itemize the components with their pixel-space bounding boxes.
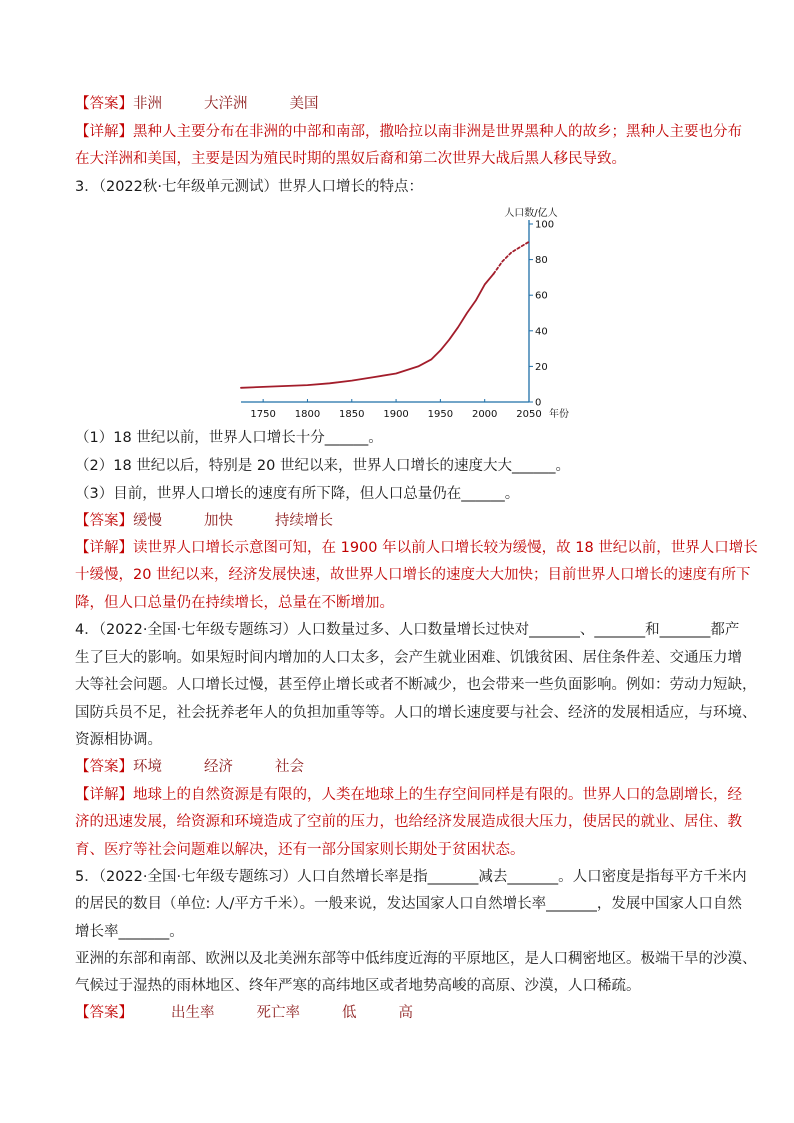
q5-line-4: 亚洲的东部和南部、欧洲以及北美洲东部等中低纬度近海的平原地区，是人口稠密地区。极端干旱的沙漠、 <box>75 951 757 967</box>
answer-tag: 【答案】 <box>75 96 133 112</box>
detail-tag: 【详解】 <box>75 787 133 803</box>
q3-sub-1: （1）18 世纪以前，世界人口增长十分______。 <box>75 430 383 446</box>
x-tick-label: 1800 <box>294 409 321 420</box>
answer-tag: 【答案】 <box>75 513 133 529</box>
y-tick-label: 80 <box>535 255 548 267</box>
q5-line-2: 的居民的数目（单位: 人/平方千米）。一般来说，发达国家人口自然增长率_______，发展中国家人口自然 <box>75 896 742 912</box>
y-tick-label: 40 <box>535 326 548 338</box>
y-tick-label: 0 <box>535 397 542 409</box>
population-history-line <box>241 274 494 388</box>
detail-text: 黑种人主要分布在非洲的中部和南部，撒哈拉以南非洲是世界黑种人的故乡；黑种人主要也分布 <box>133 124 742 140</box>
answer-2: 死亡率 <box>256 1005 300 1021</box>
y-axis-label: 人口数/亿人 <box>504 208 558 219</box>
q2-answer-line <box>75 94 319 114</box>
q3-sub-3: （3）目前，世界人口增长的速度有所下降，但人口总量仍在______。 <box>75 486 520 502</box>
x-tick-label: 1750 <box>250 409 276 420</box>
x-tick-label: 1900 <box>383 409 409 420</box>
q2-detail-line-2: 在大洋洲和美国，主要是因为殖民时期的黑奴后裔和第二次世界大战后黑人移民导致。 <box>75 151 626 167</box>
q3-detail-line-3: 降，但人口总量仍在持续增长，总量在不断增加。 <box>75 595 394 611</box>
answer-1: 出生率 <box>171 1005 215 1021</box>
q5-line-3: 增长率_______。 <box>75 924 184 940</box>
answer-1: 非洲 <box>133 96 162 112</box>
answer-3: 低 <box>342 1005 357 1021</box>
answer-3: 社会 <box>275 759 304 775</box>
answer-tag: 【答案】 <box>75 759 133 775</box>
x-tick-label: 2050 <box>516 409 542 420</box>
q4-line-1: 4．（2022·全国·七年级专题练习）人口数量过多、人口数量增长过快对_______、_______和_______都产 <box>75 622 740 638</box>
population-growth-chart <box>225 202 569 422</box>
answer-2: 加快 <box>204 513 233 529</box>
q3-answer-line <box>75 511 333 531</box>
q5-line-5: 气候过于湿热的雨林地区、终年严寒的高纬地区或者地势高峻的高原、沙漠，人口稀疏。 <box>75 978 641 994</box>
q3-detail-line-1 <box>75 538 758 558</box>
q4-line-5: 资源相协调。 <box>75 732 162 748</box>
answer-2: 大洋洲 <box>204 96 248 112</box>
q4-detail-line-3: 育、医疗等社会问题难以解决，还有一部分国家则长期处于贫困状态。 <box>75 842 525 858</box>
detail-tag: 【详解】 <box>75 540 133 556</box>
x-tick-label: 2000 <box>471 409 498 420</box>
q5-answer-line <box>75 1003 413 1023</box>
answer-3: 美国 <box>289 96 319 112</box>
y-tick-label: 60 <box>535 290 548 302</box>
q2-detail-line-1 <box>75 122 742 142</box>
detail-text: 地球上的自然资源是有限的，人类在地球上的生存空间同样是有限的。世界人口的急剧增长，经 <box>133 787 742 803</box>
q3-sub-2: （2）18 世纪以后，特别是 20 世纪以来，世界人口增长的速度大大______。 <box>75 458 570 474</box>
x-axis-label: 年份 <box>549 409 569 420</box>
chart-series <box>241 242 529 388</box>
q3-stem: 3．（2022秋·七年级单元测试）世界人口增长的特点： <box>75 179 423 195</box>
answer-tag: 【答案】 <box>75 1005 133 1021</box>
q4-line-2: 生了巨大的影响。如果短时间内增加的人口太多，会产生就业困难、饥饿贫困、居住条件差、交通压力增 <box>75 650 742 666</box>
answer-2: 经济 <box>204 759 233 775</box>
y-tick-label: 20 <box>535 361 548 373</box>
y-tick-label: 100 <box>535 219 555 231</box>
q3-detail-line-2: 十缓慢，20 世纪以来，经济发展快速，故世界人口增长的速度大大加快；目前世界人口增长的速度有所下 <box>75 567 751 583</box>
population-projection-line <box>494 242 529 274</box>
x-tick-label: 1850 <box>339 409 365 420</box>
chart-labels <box>250 206 569 420</box>
q4-answer-line <box>75 757 304 777</box>
q4-detail-line-1 <box>75 785 742 805</box>
answer-1: 缓慢 <box>133 513 162 529</box>
answer-3: 持续增长 <box>275 513 333 529</box>
q5-line-1: 5．（2022·全国·七年级专题练习）人口自然增长率是指_______减去_______。人口密度是指每平方千米内 <box>75 869 747 885</box>
answer-4: 高 <box>398 1005 413 1021</box>
q4-line-4: 国防兵员不足，社会抚养老年人的负担加重等等。人口的增长速度要与社会、经济的发展相适应，与环境、 <box>75 705 757 721</box>
q4-line-3: 大等社会问题。人口增长过慢，甚至停止增长或者不断减少，也会带来一些负面影响。例如：劳动力短缺， <box>75 677 757 693</box>
answer-1: 环境 <box>133 759 162 775</box>
q4-detail-line-2: 济的迅速发展，给资源和环境造成了空前的压力，也给经济发展造成很大压力，使居民的就业、居住、教 <box>75 814 742 830</box>
detail-text: 读世界人口增长示意图可知，在 1900 年以前人口增长较为缓慢，故 18 世纪以前，世界人口增长 <box>133 540 758 556</box>
detail-tag: 【详解】 <box>75 124 133 140</box>
x-tick-label: 1950 <box>427 409 454 420</box>
